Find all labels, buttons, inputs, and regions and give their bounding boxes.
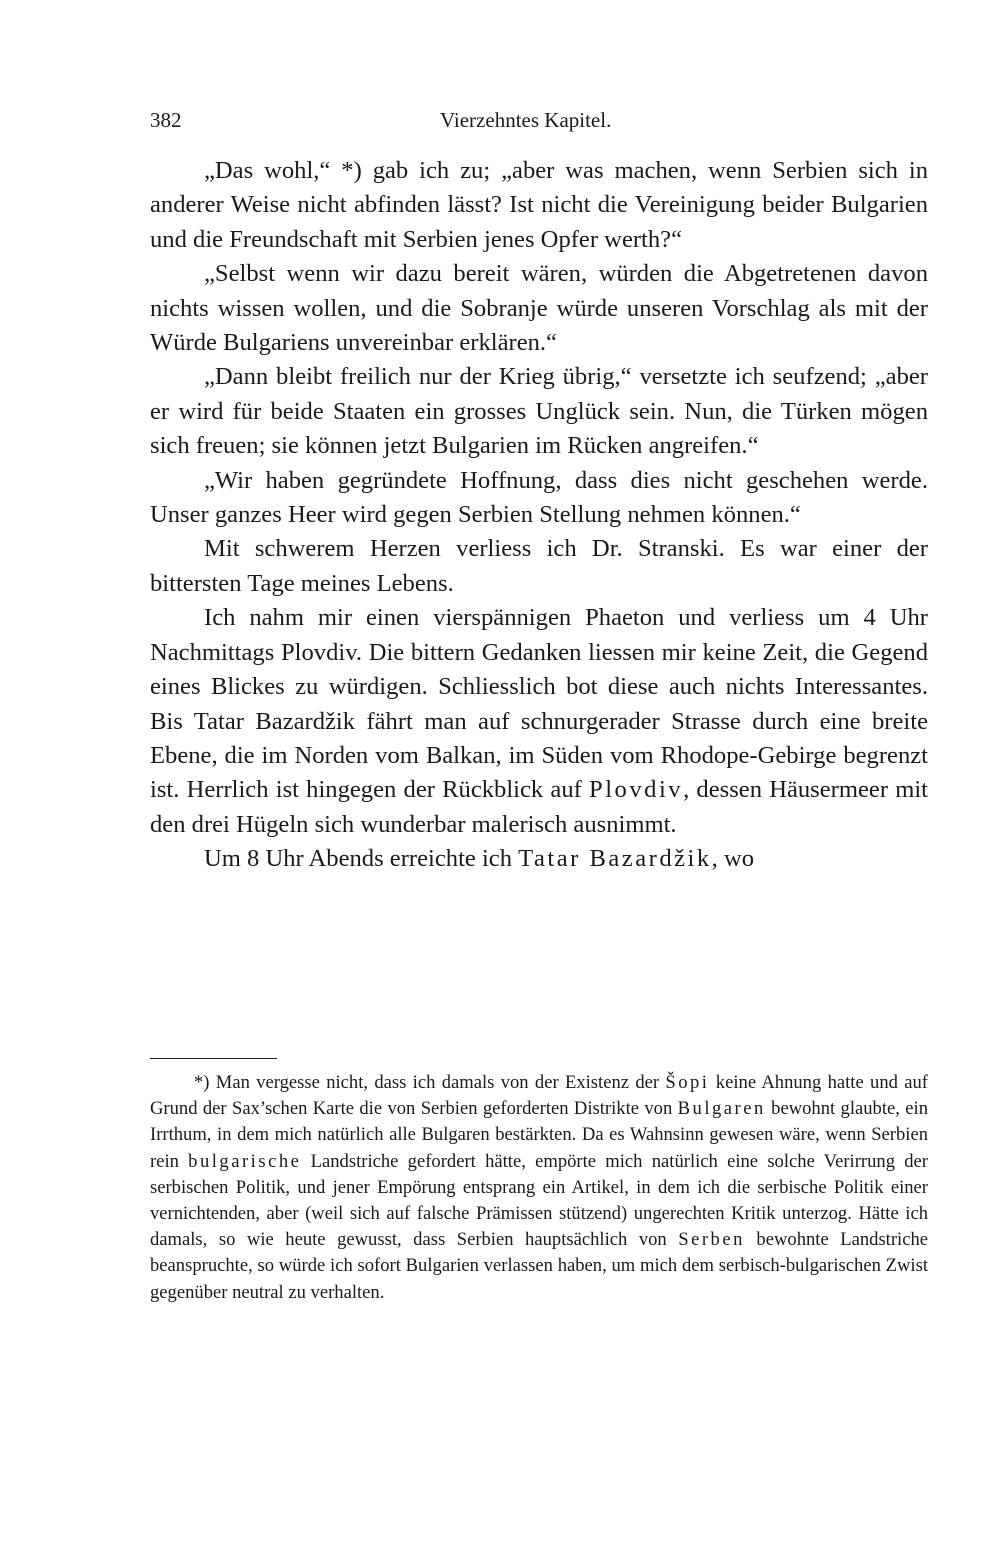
spaced-emphasis: Serben [678, 1229, 745, 1251]
text-run: Ich nahm mir einen vierspännigen Phaeton und verliess um 4 Uhr Nachmittags Plovdiv. Die bittern Gedanken liessen mir keine Zeit, die Gegend eines Blickes zu würdigen. Schliesslich bot diese auch nichts Interessantes. Bis Tatar Bazardžik fährt man auf schnurgerader Strasse durch eine breite Ebene, die im Norden vom Balkan, im Süden vom Rhodope-Gebirge begrenzt ist. Herrlich ist hingegen der Rückblick auf [150, 604, 928, 804]
running-title: Vierzehntes Kapitel. [440, 108, 612, 132]
paragraph: „Wir haben gegründete Hoffnung, dass dies nicht geschehen werde. Unser ganzes Heer wird gegen Serbien Stellung nehmen können.“ [150, 466, 928, 529]
main-text [150, 154, 928, 877]
spaced-emphasis: bulgarische [188, 1150, 302, 1172]
spaced-emphasis: Plovdiv [589, 776, 684, 804]
text-run: *) Man vergesse nicht, dass ich damals von der Existenz der [194, 1072, 666, 1093]
spaced-emphasis: Bulgaren [677, 1098, 766, 1120]
footnote [150, 1070, 928, 1306]
text-run: Landstriche gefordert hätte, empörte mich natürlich eine solche Verirrung der serbischen Politik, und jener Empörung entsprang ein Artikel, in dem ich die serbische Politik einer vernichtenden, aber (weil sich auf falsche Prämissen stützend) ungerechten Kritik unterzog. Hätte ich damals, so wie heute gewusst, dass Serbien hauptsächlich von [150, 1150, 928, 1251]
paragraph: „Das wohl,“ *) gab ich zu; „aber was machen, wenn Serbien sich in anderer Weise nicht abfinden lässt? Ist nicht die Vereinigung beider Bulgarien und die Freundschaft mit Serbien jenes Opfer werth?“ [150, 157, 928, 253]
text-run: Um 8 Uhr Abends erreichte ich [204, 845, 519, 873]
footnote-text [150, 1070, 928, 1306]
footnote-divider [150, 1058, 277, 1059]
paragraph [150, 842, 928, 876]
page-number: 382 [150, 108, 182, 132]
text-run: , dessen Häusermeer mit den drei Hügeln sich wunderbar malerisch ausnimmt. [150, 776, 929, 838]
page-header [150, 103, 928, 137]
text-run: bewohnte Landstriche beanspruchte, so würde ich sofort Bulgarien verlassen haben, um mich dem serbisch-bulgarischen Zwist gegenüber neutral zu verhalten. [150, 1229, 929, 1303]
text-run: , wo [711, 845, 755, 873]
paragraph [150, 601, 928, 842]
text-run: bewohnt glaubte, ein Irrthum, in dem mich natürlich alle Bulgaren bestärkten. Da es Wahnsinn gewesen wäre, wenn Serbien rein [150, 1098, 928, 1172]
paragraph: „Selbst wenn wir dazu bereit wären, würden die Abgetretenen davon nichts wissen wollen, und die Sobranje würde unseren Vorschlag als mit der Würde Bulgariens unvereinbar erklären.“ [150, 260, 928, 357]
paragraph: „Dann bleibt freilich nur der Krieg übrig,“ versetzte ich seufzend; „aber er wird für beide Staaten ein grosses Unglück sein. Nun, die Türken mögen sich freuen; sie können jetzt Bulgarien im Rücken angreifen.“ [150, 363, 928, 460]
paragraph: Mit schwerem Herzen verliess ich Dr. Stranski. Es war einer der bittersten Tage meines Lebens. [150, 535, 928, 597]
spaced-emphasis: Šopi [665, 1072, 710, 1093]
text-run: keine Ahnung hatte und auf Grund der Sax’schen Karte die von Serbien geforderten Distrikte von [150, 1072, 928, 1120]
spaced-emphasis: Tatar Bazardžik [518, 845, 712, 873]
